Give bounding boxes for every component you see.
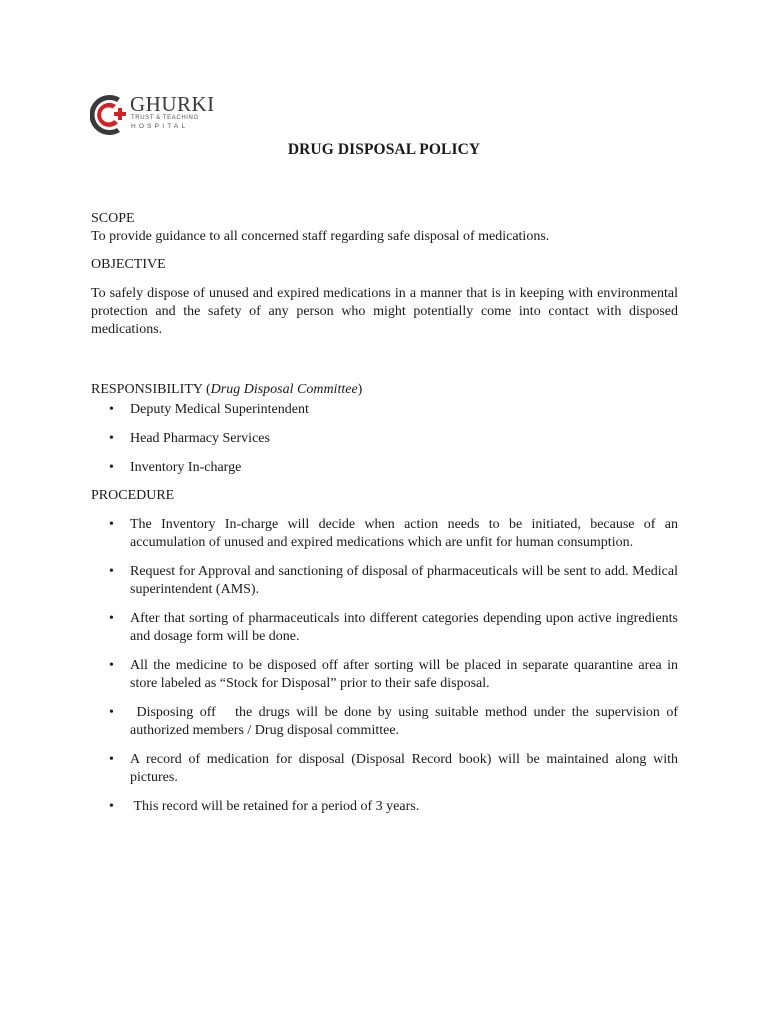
list-item: [91, 704, 682, 740]
bullet-icon: •: [109, 517, 114, 532]
objective-heading: OBJECTIVE: [91, 257, 166, 272]
objective-text: To safely dispose of unused and expired medications in a manner that is in keeping with environmental protection and the safety of any person who might potentially come into contact with disposed medications.: [91, 286, 678, 337]
list-item-text: The Inventory In-charge will decide when action needs to be initiated, because of an accumulation of unused and expired medications which are unfit for human consumption.: [130, 517, 678, 550]
responsibility-list: [91, 401, 678, 477]
logo-name: GHURKI: [130, 92, 215, 116]
responsibility-list-wrap: [91, 401, 678, 488]
procedure-list: [91, 516, 682, 816]
scope-heading: SCOPE: [91, 211, 135, 226]
list-item: [91, 430, 678, 448]
list-item-text: This record will be retained for a period of 3 years.: [130, 799, 420, 814]
procedure-section: [91, 487, 678, 505]
bullet-icon: •: [109, 799, 114, 814]
responsibility-heading: [91, 381, 678, 399]
bullet-icon: •: [109, 564, 114, 579]
hospital-logo: [90, 90, 220, 140]
list-item-text: Deputy Medical Superintendent: [130, 402, 309, 417]
list-item: [91, 610, 678, 646]
bullet-icon: •: [109, 611, 114, 626]
logo-emblem-icon: [90, 90, 130, 140]
bullet-icon: •: [109, 402, 114, 417]
list-item-text: Request for Approval and sanctioning of disposal of pharmaceuticals will be sent to add. Medical superintendent (AMS).: [130, 564, 678, 597]
list-item: [91, 751, 678, 787]
responsibility-heading-label: RESPONSIBILITY (: [91, 382, 211, 397]
list-item-text: After that sorting of pharmaceuticals into different categories depending upon active ingredients and dosage form will be done.: [130, 611, 678, 644]
document-title: DRUG DISPOSAL POLICY: [287, 141, 481, 158]
list-item: [91, 516, 678, 552]
bullet-icon: •: [109, 658, 114, 673]
logo-subtitle-2: HOSPITAL: [131, 123, 189, 130]
list-item: [91, 798, 678, 816]
objective-section: [91, 256, 678, 274]
bullet-icon: •: [109, 752, 114, 767]
list-item-text: Disposing off the drugs will be done by using suitable method under the supervision of authorized members / Drug disposal committee.: [130, 705, 682, 738]
list-item-text: Head Pharmacy Services: [130, 431, 270, 446]
procedure-list-wrap: [91, 516, 682, 827]
responsibility-section: [91, 381, 678, 399]
list-item: [91, 401, 678, 419]
list-item-text: Inventory In-charge: [130, 460, 242, 475]
procedure-heading: PROCEDURE: [91, 488, 175, 503]
list-item: [91, 563, 678, 599]
scope-text: To provide guidance to all concerned staff regarding safe disposal of medications.: [91, 229, 550, 244]
bullet-icon: •: [109, 431, 114, 446]
list-item: [91, 657, 678, 693]
responsibility-heading-close: ): [357, 382, 363, 397]
scope-section: [91, 210, 678, 246]
logo-subtitle-1: TRUST & TEACHING: [131, 115, 199, 121]
list-item: [91, 459, 678, 477]
list-item-text: All the medicine to be disposed off after sorting will be placed in separate quarantine area in store labeled as “Stock for Disposal” prior to their safe disposal.: [130, 658, 678, 691]
committee-name: Drug Disposal Committee: [210, 382, 358, 397]
bullet-icon: •: [109, 460, 114, 475]
list-item-text: A record of medication for disposal (Disposal Record book) will be maintained along with pictures.: [130, 752, 678, 785]
bullet-icon: •: [109, 705, 114, 720]
